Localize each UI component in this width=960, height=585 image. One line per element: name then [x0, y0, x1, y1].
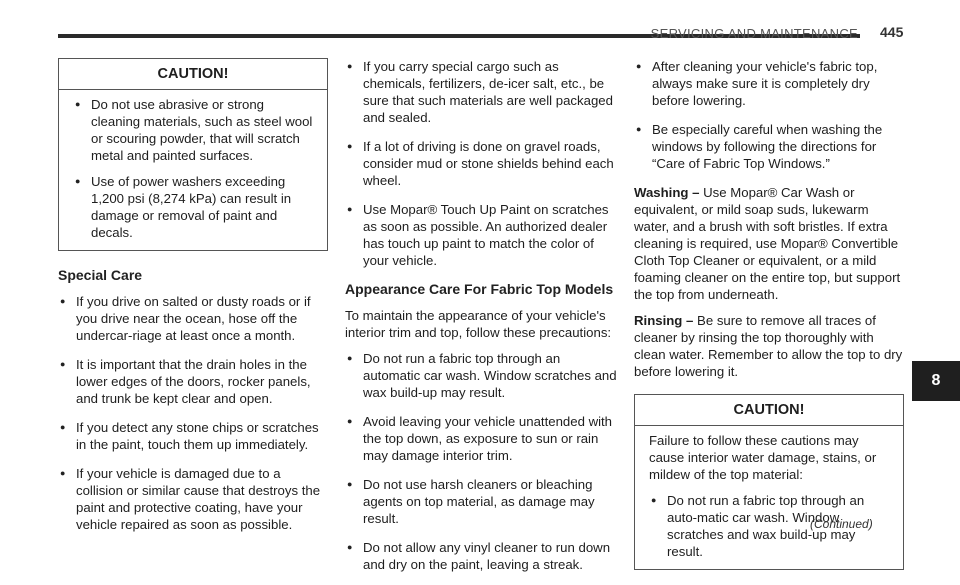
list-item: ● If a lot of driving is done on gravel roads, consider mud or stone shields behind each wheel.: [345, 138, 617, 189]
caution-list: [73, 96, 315, 241]
list-item: ● Do not run a fabric top through an auto-matic car wash. Window scratches and wax build-up may result.: [649, 492, 891, 560]
washing-text: Use Mopar® Car Wash or equivalent, or mild soap suds, lukewarm water, and a brush with soft bristles. If extra cleaning is required, use Mopar® Convertible Cloth Top Cleaner or equivalent, or a mild foaming cleaner on the entire top, but support the top from underneath.: [634, 185, 901, 302]
fabric-top-list: [345, 350, 617, 573]
special-care-list: [58, 293, 328, 533]
column-1: [58, 58, 328, 545]
caution-box-fabric-top: [634, 394, 904, 570]
page-number: 445: [880, 24, 904, 40]
rinsing-lead: Rinsing –: [634, 313, 694, 328]
special-care-list-cont: [345, 58, 617, 269]
list-item: ● Avoid leaving your vehicle unattended with the top down, as exposure to sun or rain may damage interior trim.: [345, 413, 617, 464]
chapter-tab: 8: [912, 361, 960, 401]
caution-box-paint: [58, 58, 328, 251]
list-item: ● If you drive on salted or dusty roads or if you drive near the ocean, hose off the undercar-riage at least once a month.: [58, 293, 328, 344]
section-title: SERVICING AND MAINTENANCE: [650, 26, 858, 41]
list-item: ● If your vehicle is damaged due to a collision or similar cause that destroys the paint and protective coating, have your vehicle repaired as soon as possible.: [58, 465, 328, 533]
continued-label: (Continued): [810, 517, 873, 531]
column-3: [634, 58, 904, 570]
heading-fabric-top: Appearance Care For Fabric Top Models: [345, 281, 614, 297]
rinsing-text: Be sure to remove all traces of cleaner by rinsing the top thoroughly with clean water. Remember to allow the top to dry before lowering it.: [634, 313, 903, 379]
list-item: ● Use of power washers exceeding 1,200 psi (8,274 kPa) can result in damage or removal of paint and decals.: [73, 173, 315, 241]
caution-body: [59, 90, 327, 250]
list-item: ● If you detect any stone chips or scratches in the paint, touch them up immediately.: [58, 419, 328, 453]
list-item: ● Do not use abrasive or strong cleaning materials, such as steel wool or scouring powder, that will scratch metal and painted surfaces.: [73, 96, 315, 164]
list-item: ● Use Mopar® Touch Up Paint on scratches as soon as possible. An authorized dealer has touch up paint to match the color of your vehicle.: [345, 201, 617, 269]
list-item: ● It is important that the drain holes in the lower edges of the doors, rocker panels, and trunk be kept clear and open.: [58, 356, 328, 407]
fabric-top-intro: To maintain the appearance of your vehicle's interior trim and top, follow these precautions:: [345, 308, 612, 340]
fabric-top-list-cont: [634, 58, 904, 172]
caution-intro: Failure to follow these cautions may cause interior water damage, stains, or mildew of the top material:: [649, 433, 877, 482]
rinsing-paragraph: [634, 312, 904, 380]
list-item: ● Do not run a fabric top through an automatic car wash. Window scratches and wax build-up may result.: [345, 350, 617, 401]
list-item: ● If you carry special cargo such as chemicals, fertilizers, de-icer salt, etc., be sure that such materials are well packaged and sealed.: [345, 58, 617, 126]
column-2: [345, 58, 617, 585]
washing-lead: Washing –: [634, 185, 700, 200]
heading-special-care: Special Care: [58, 267, 143, 283]
washing-paragraph: [634, 184, 904, 303]
list-item: ● Do not use harsh cleaners or bleaching agents on top material, as damage may result.: [345, 476, 617, 527]
list-item: ● Be especially careful when washing the windows by following the directions for “Care of Fabric Top Windows.”: [634, 121, 904, 172]
list-item: ● After cleaning your vehicle's fabric top, always make sure it is completely dry before lowering.: [634, 58, 904, 109]
caution-title: CAUTION!: [635, 395, 903, 426]
caution-title: CAUTION!: [59, 59, 327, 90]
caution-body: [635, 426, 903, 569]
list-item: ● Do not allow any vinyl cleaner to run down and dry on the paint, leaving a streak.: [345, 539, 617, 573]
